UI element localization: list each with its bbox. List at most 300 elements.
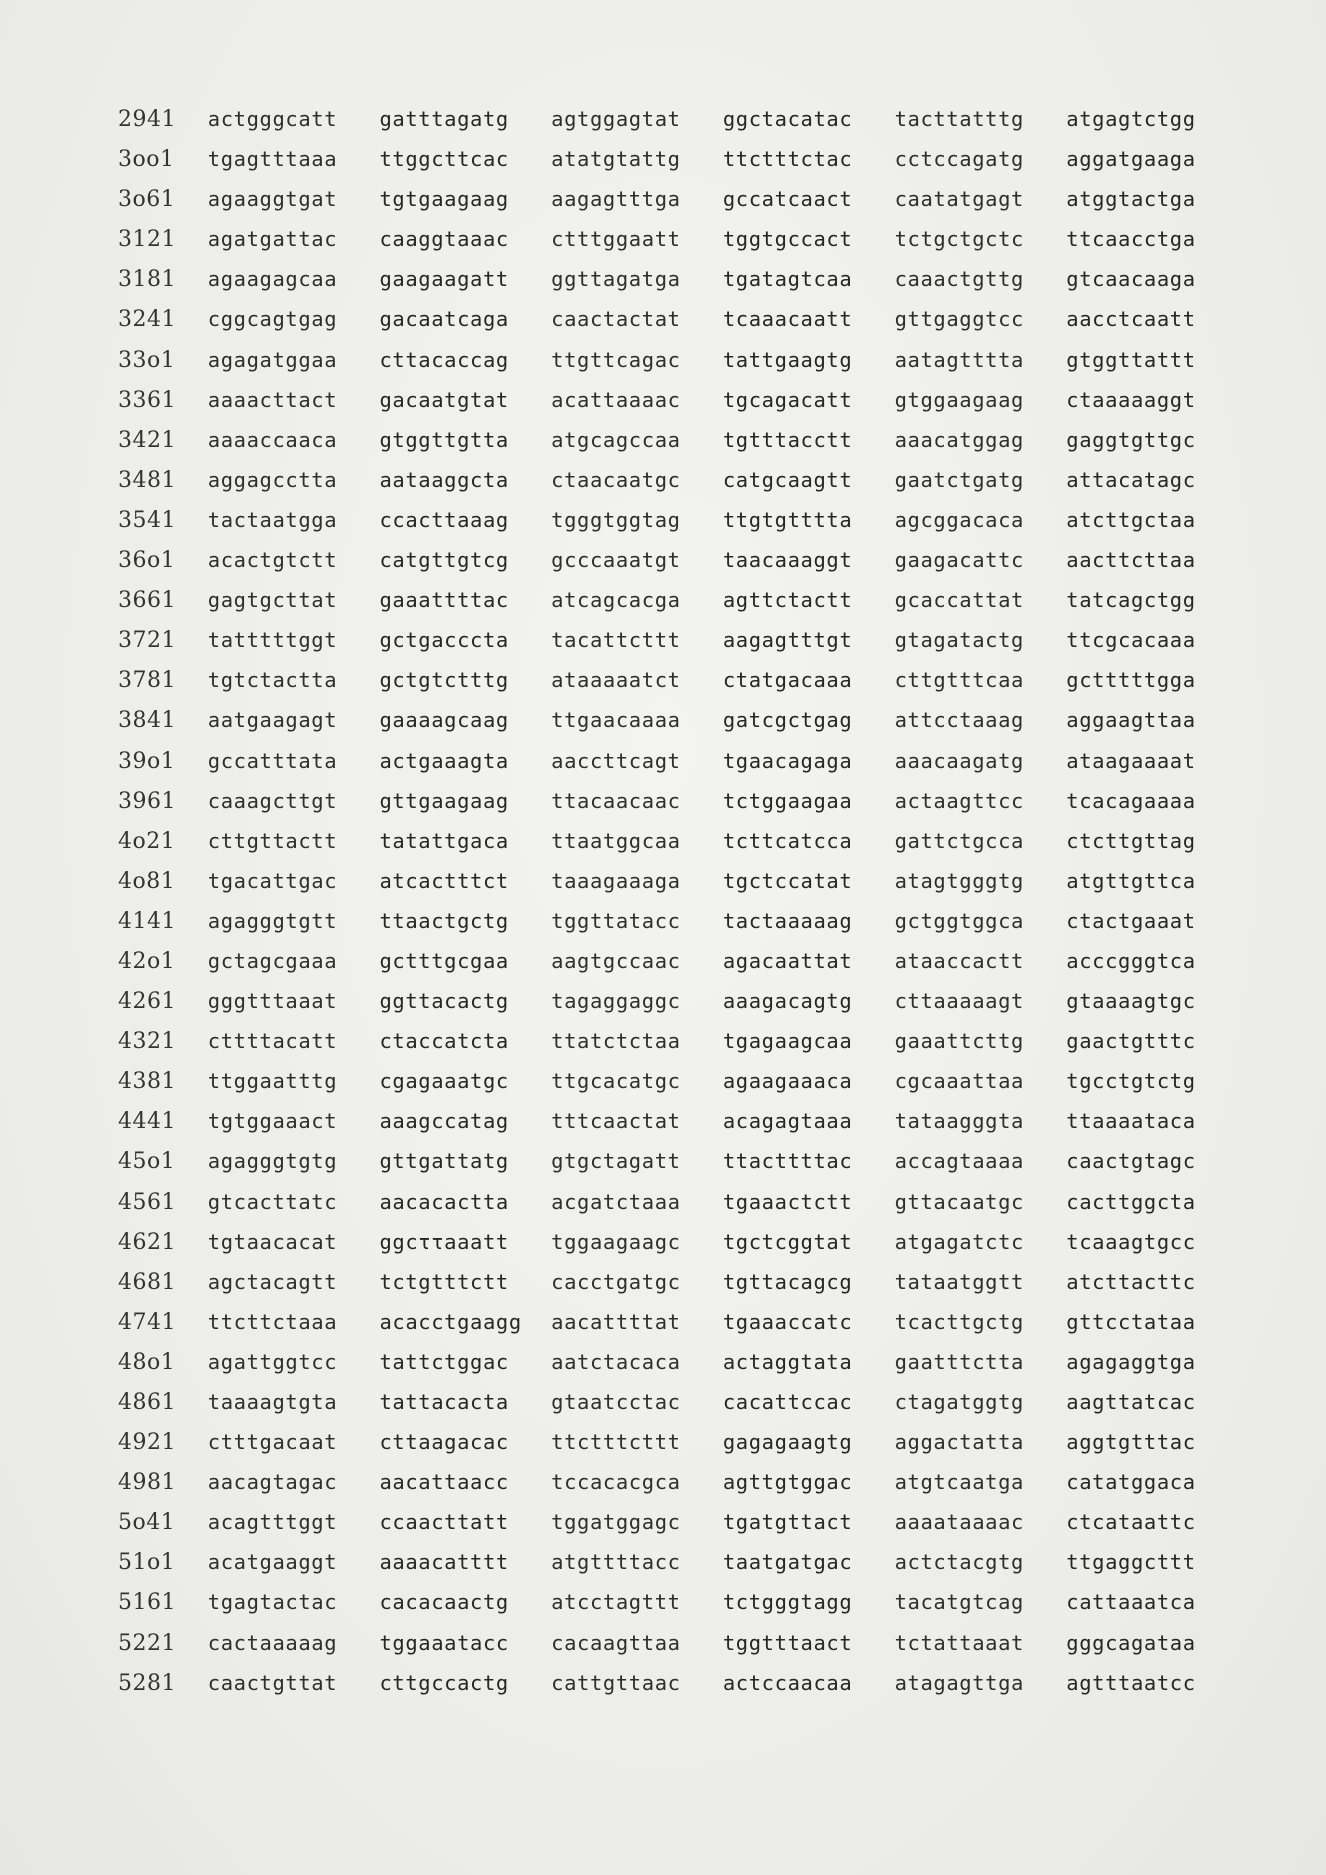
- sequence-chunk: atcttacttc: [1066, 1269, 1196, 1294]
- sequence-chunk: ctaacaatgc: [551, 467, 681, 492]
- position-number: 2941: [118, 107, 176, 132]
- sequence-chunk: aacattaacc: [379, 1470, 509, 1495]
- sequence-chunk: cacttggcta: [1066, 1189, 1196, 1214]
- sequence-chunk: atgttttacc: [551, 1550, 681, 1575]
- sequence-chunk: gaaaagcaag: [379, 708, 509, 733]
- sequence-chunk: ttcgcacaaa: [1066, 628, 1196, 653]
- sequence-chunk: gttgaggtcc: [894, 307, 1024, 332]
- sequence-chunk: tttcaactat: [551, 1109, 681, 1134]
- sequence-chunk: agaagagcaa: [207, 267, 338, 292]
- sequence-chunk: gctagcgaaa: [207, 948, 338, 973]
- sequence-table: [118, 107, 1238, 1711]
- sequence-chunk: aacttcttaa: [1066, 548, 1196, 573]
- sequence-chunk: gctggtggca: [894, 908, 1024, 933]
- sequence-chunk: tggatggagc: [551, 1510, 681, 1535]
- position-number: 3721: [118, 628, 176, 654]
- position-number: 33o1: [118, 347, 176, 373]
- sequence-chunk: aaaaccaaca: [207, 427, 338, 452]
- sequence-chunk: tgtgaagaag: [379, 187, 509, 212]
- sequence-chunk: gctttgcgaa: [379, 948, 509, 973]
- sequence-chunk: ttatctctaa: [551, 1029, 681, 1054]
- sequence-chunk: aatgaagagt: [207, 708, 338, 733]
- sequence-chunk: gaagacattc: [894, 548, 1024, 573]
- sequence-chunk: tacattcttt: [551, 628, 681, 653]
- sequence-chunk: agttgtggac: [722, 1470, 853, 1495]
- sequence-chunk: tactaaaaag: [722, 908, 853, 933]
- sequence-row: [118, 1230, 1238, 1270]
- sequence-chunk: actccaacaa: [722, 1670, 853, 1695]
- sequence-chunk: gtggaagaag: [894, 387, 1024, 412]
- sequence-chunk: aagagtttgt: [722, 628, 853, 653]
- sequence-chunk: cacctgatgc: [551, 1269, 681, 1294]
- sequence-chunk: acatgaaggt: [207, 1550, 338, 1575]
- sequence-chunk: tcaaacaatt: [722, 307, 853, 332]
- position-number: 42o1: [118, 948, 176, 974]
- sequence-chunk: atatgtattg: [551, 147, 681, 172]
- sequence-chunk: aggatgaaga: [1066, 147, 1196, 172]
- sequence-chunk: tgctccatat: [722, 868, 853, 893]
- sequence-chunk: gattctgcca: [894, 828, 1024, 853]
- sequence-chunk: ctactgaaat: [1066, 908, 1196, 933]
- sequence-chunk: ataagaaaat: [1066, 748, 1196, 773]
- sequence-chunk: gccatttata: [207, 748, 338, 773]
- sequence-chunk: ccaacttatt: [379, 1510, 509, 1535]
- sequence-row: [118, 227, 1238, 267]
- sequence-row: [118, 628, 1238, 668]
- sequence-chunk: atagagttga: [894, 1670, 1024, 1695]
- sequence-row: [118, 348, 1238, 388]
- sequence-chunk: actgaaagta: [379, 748, 509, 773]
- sequence-row: [118, 1430, 1238, 1470]
- sequence-row: [118, 1190, 1238, 1230]
- sequence-chunk: taatgatgac: [722, 1550, 853, 1575]
- sequence-chunk: cttaaaaagt: [894, 989, 1024, 1014]
- sequence-chunk: cgcaaattaa: [894, 1069, 1024, 1094]
- sequence-chunk: cttgccactg: [379, 1670, 509, 1695]
- sequence-row: [118, 1470, 1238, 1510]
- sequence-chunk: caaagcttgt: [207, 788, 338, 813]
- sequence-chunk: gggcagataa: [1066, 1630, 1196, 1655]
- sequence-row: [118, 1631, 1238, 1671]
- sequence-row: [118, 588, 1238, 628]
- sequence-row: [118, 989, 1238, 1029]
- sequence-chunk: agaagaaaca: [722, 1069, 853, 1094]
- sequence-chunk: accagtaaaa: [894, 1149, 1024, 1174]
- sequence-chunk: atcactttct: [379, 868, 509, 893]
- sequence-chunk: tccacacgca: [551, 1470, 681, 1495]
- sequence-chunk: tgatagtcaa: [722, 267, 853, 292]
- sequence-chunk: gaggtgttgc: [1066, 427, 1196, 452]
- sequence-chunk: caactgttat: [207, 1670, 338, 1695]
- sequence-chunk: aaacaagatg: [894, 748, 1024, 773]
- sequence-chunk: ctcttgttag: [1066, 828, 1196, 853]
- sequence-chunk: taaagaaaga: [551, 868, 681, 893]
- position-number: 51o1: [118, 1550, 176, 1576]
- sequence-chunk: aacagtagac: [207, 1470, 338, 1495]
- sequence-chunk: ctagatggtg: [894, 1390, 1024, 1414]
- position-number: 3661: [118, 588, 176, 614]
- sequence-chunk: tatattgaca: [379, 828, 509, 853]
- sequence-row: [118, 749, 1238, 789]
- sequence-chunk: ccacttaaag: [379, 507, 509, 532]
- sequence-chunk: tcacagaaaa: [1066, 788, 1196, 813]
- sequence-chunk: tgcctgtctg: [1066, 1069, 1196, 1094]
- sequence-chunk: tcacttgctg: [894, 1309, 1024, 1334]
- sequence-chunk: aagtgccaac: [551, 948, 681, 973]
- sequence-chunk: caaggtaaac: [379, 227, 509, 252]
- sequence-chunk: tggaagaagc: [551, 1229, 681, 1254]
- sequence-chunk: tattgaagtg: [722, 347, 853, 372]
- sequence-chunk: tgatgttact: [722, 1510, 853, 1535]
- sequence-row: [118, 267, 1238, 307]
- sequence-chunk: tcaaagtgcc: [1066, 1229, 1196, 1254]
- sequence-chunk: ggttagatga: [551, 267, 681, 292]
- sequence-chunk: tattacacta: [379, 1390, 509, 1414]
- sequence-chunk: gaatttctta: [894, 1349, 1024, 1374]
- sequence-row: [118, 1350, 1238, 1390]
- sequence-chunk: aaagccatag: [379, 1109, 509, 1134]
- sequence-chunk: atcttgctaa: [1066, 507, 1196, 532]
- sequence-chunk: ataaccactt: [894, 948, 1024, 973]
- sequence-chunk: agaaggtgat: [207, 187, 338, 212]
- sequence-chunk: gtaaaagtgc: [1066, 989, 1196, 1014]
- position-number: 3361: [118, 387, 176, 413]
- sequence-row: [118, 307, 1238, 347]
- sequence-chunk: cttgtttcaa: [894, 668, 1024, 693]
- sequence-chunk: acacctgaagg: [379, 1309, 522, 1334]
- sequence-chunk: tatttttggt: [207, 628, 338, 653]
- position-number: 3961: [118, 788, 176, 814]
- sequence-chunk: atcagcacga: [551, 588, 681, 613]
- sequence-chunk: actaagttcc: [894, 788, 1024, 813]
- sequence-chunk: atgtcaatga: [894, 1470, 1024, 1495]
- sequence-row: [118, 1671, 1238, 1711]
- position-number: 39o1: [118, 748, 176, 774]
- sequence-chunk: aggaagttaa: [1066, 708, 1196, 733]
- sequence-chunk: tctattaaat: [894, 1630, 1024, 1655]
- sequence-chunk: atgagtctgg: [1066, 107, 1196, 131]
- sequence-row: [118, 468, 1238, 508]
- sequence-chunk: gctgacccta: [379, 628, 509, 653]
- sequence-chunk: acagtttggt: [207, 1510, 338, 1535]
- sequence-chunk: acattaaaac: [551, 387, 681, 412]
- sequence-chunk: aagagtttga: [551, 187, 681, 212]
- sequence-row: [118, 1149, 1238, 1189]
- sequence-chunk: agagaggtga: [1066, 1349, 1196, 1374]
- position-number: 4381: [118, 1069, 176, 1095]
- sequence-row: [118, 869, 1238, 909]
- position-number: 48o1: [118, 1349, 176, 1375]
- sequence-chunk: aacattttat: [551, 1309, 681, 1334]
- sequence-chunk: atcctagttt: [551, 1590, 681, 1615]
- sequence-chunk: ctcataattc: [1066, 1510, 1196, 1535]
- sequence-chunk: tgcagacatt: [722, 387, 853, 412]
- sequence-chunk: ctaaaaaggt: [1066, 387, 1196, 412]
- sequence-chunk: tgttacagcg: [722, 1269, 853, 1294]
- sequence-chunk: ttctttctac: [722, 147, 853, 172]
- sequence-row: [118, 668, 1238, 708]
- sequence-chunk: cggcagtgag: [207, 307, 338, 332]
- sequence-chunk: tgaaaccatc: [722, 1309, 853, 1334]
- sequence-chunk: ttcaacctga: [1066, 227, 1196, 252]
- sequence-chunk: tcttcatcca: [722, 828, 853, 853]
- sequence-chunk: cacaagttaa: [551, 1630, 681, 1655]
- sequence-chunk: agttctactt: [722, 588, 853, 613]
- sequence-chunk: tggttatacc: [551, 908, 681, 933]
- sequence-chunk: actctacgtg: [894, 1550, 1024, 1575]
- sequence-chunk: tctgggtagg: [722, 1590, 853, 1615]
- sequence-chunk: ttggcttcac: [379, 147, 509, 172]
- position-number: 3841: [118, 708, 176, 734]
- sequence-chunk: tataagggta: [894, 1109, 1024, 1134]
- sequence-chunk: tgtctactta: [207, 668, 338, 693]
- position-number: 4861: [118, 1390, 176, 1415]
- sequence-chunk: aaaataaaac: [894, 1510, 1024, 1535]
- sequence-row: [118, 789, 1238, 829]
- sequence-row: [118, 708, 1238, 748]
- sequence-chunk: ataaaaatct: [551, 668, 681, 693]
- sequence-chunk: ctttggaatt: [551, 227, 681, 252]
- sequence-chunk: gtagatactg: [894, 628, 1024, 653]
- sequence-row: [118, 949, 1238, 989]
- sequence-chunk: acactgtctt: [207, 548, 338, 573]
- position-number: 5o41: [118, 1510, 176, 1536]
- sequence-chunk: gatttagatg: [379, 107, 509, 131]
- sequence-chunk: ttgaggcttt: [1066, 1550, 1196, 1575]
- sequence-row: [118, 1590, 1238, 1630]
- sequence-chunk: ttggaatttg: [207, 1069, 338, 1094]
- sequence-chunk: agtggagtat: [551, 107, 681, 131]
- sequence-chunk: atgttgttca: [1066, 868, 1196, 893]
- position-number: 4o21: [118, 828, 176, 854]
- sequence-row: [118, 147, 1238, 187]
- sequence-chunk: atagtgggtg: [894, 868, 1024, 893]
- sequence-chunk: aggtgtttac: [1066, 1430, 1196, 1455]
- sequence-chunk: catgcaagtt: [722, 467, 853, 492]
- sequence-chunk: tctgctgctc: [894, 227, 1024, 252]
- sequence-chunk: tgaaactctt: [722, 1189, 853, 1214]
- position-number: 36o1: [118, 548, 176, 574]
- sequence-chunk: gaagaagatt: [379, 267, 509, 292]
- position-number: 3241: [118, 307, 176, 333]
- sequence-chunk: gaaattcttg: [894, 1029, 1024, 1054]
- sequence-chunk: aaagacagtg: [722, 989, 853, 1014]
- position-number: 5221: [118, 1630, 176, 1656]
- sequence-chunk: ctatgacaaa: [722, 668, 853, 693]
- position-number: 4141: [118, 908, 176, 934]
- sequence-chunk: tgtggaaact: [207, 1109, 338, 1134]
- position-number: 4741: [118, 1309, 176, 1335]
- sequence-chunk: gccatcaact: [722, 187, 853, 212]
- sequence-chunk: tgagaagcaa: [722, 1029, 853, 1054]
- sequence-chunk: attcctaaag: [894, 708, 1024, 733]
- sequence-row: [118, 388, 1238, 428]
- sequence-row: [118, 829, 1238, 869]
- sequence-chunk: taacaaaggt: [722, 548, 853, 573]
- sequence-chunk: tgagtactac: [207, 1590, 338, 1615]
- sequence-chunk: caaactgttg: [894, 267, 1024, 292]
- sequence-chunk: gttcctataa: [1066, 1309, 1196, 1334]
- sequence-row: [118, 548, 1238, 588]
- sequence-row: [118, 1069, 1238, 1109]
- sequence-chunk: aaccttcagt: [551, 748, 681, 773]
- sequence-chunk: tgacattgac: [207, 868, 338, 893]
- position-number: 4921: [118, 1430, 176, 1456]
- sequence-row: [118, 1310, 1238, 1350]
- sequence-chunk: aggactatta: [894, 1430, 1024, 1455]
- sequence-chunk: gcccaaatgt: [551, 548, 681, 573]
- sequence-chunk: ttgcacatgc: [551, 1069, 681, 1094]
- sequence-chunk: ttacttttac: [722, 1149, 853, 1174]
- sequence-row: [118, 1550, 1238, 1590]
- sequence-chunk: tgctcggtat: [722, 1229, 853, 1254]
- sequence-chunk: agcggacaca: [894, 507, 1024, 532]
- sequence-chunk: tgggtggtag: [551, 507, 681, 532]
- position-number: 3781: [118, 668, 176, 694]
- sequence-chunk: gctttttgga: [1066, 668, 1196, 693]
- position-number: 4321: [118, 1029, 176, 1055]
- sequence-chunk: gctgtctttg: [379, 668, 509, 693]
- sequence-chunk: gttacaatgc: [894, 1189, 1024, 1214]
- sequence-chunk: acgatctaaa: [551, 1189, 681, 1214]
- sequence-chunk: cctccagatg: [894, 147, 1024, 172]
- sequence-chunk: tctggaagaa: [722, 788, 853, 813]
- sequence-chunk: tggaaatacc: [379, 1630, 509, 1655]
- sequence-chunk: gtgctagatt: [551, 1149, 681, 1174]
- sequence-chunk: tacatgtcag: [894, 1590, 1024, 1615]
- sequence-row: [118, 508, 1238, 548]
- sequence-chunk: atgcagccaa: [551, 427, 681, 452]
- sequence-chunk: ggttacactg: [379, 989, 509, 1014]
- sequence-chunk: tattctggac: [379, 1349, 509, 1374]
- sequence-row: [118, 187, 1238, 227]
- sequence-chunk: agatgattac: [207, 227, 338, 252]
- sequence-chunk: agctacagtt: [207, 1269, 338, 1294]
- sequence-chunk: cacattccac: [722, 1390, 853, 1414]
- sequence-chunk: ttaactgctg: [379, 908, 509, 933]
- sequence-row: [118, 909, 1238, 949]
- sequence-chunk: cttttacatt: [207, 1029, 338, 1054]
- sequence-chunk: gaatctgatg: [894, 467, 1024, 492]
- sequence-chunk: agagggtgtt: [207, 908, 338, 933]
- sequence-chunk: ttgtgtttta: [722, 507, 853, 532]
- sequence-chunk: aaacatggag: [894, 427, 1024, 452]
- sequence-chunk: gcaccattat: [894, 588, 1024, 613]
- sequence-chunk: gatcgctgag: [722, 708, 853, 733]
- sequence-chunk: catatggaca: [1066, 1470, 1196, 1495]
- sequence-chunk: agtttaatcc: [1066, 1670, 1196, 1695]
- sequence-chunk: aataaggcta: [379, 467, 509, 492]
- position-number: 4561: [118, 1189, 176, 1215]
- sequence-chunk: ctttgacaat: [207, 1430, 338, 1455]
- sequence-chunk: ttaatggcaa: [551, 828, 681, 853]
- position-number: 4681: [118, 1269, 176, 1295]
- sequence-chunk: cattgttaac: [551, 1670, 681, 1695]
- sequence-chunk: gacaatgtat: [379, 387, 509, 412]
- sequence-chunk: aaaacttact: [207, 387, 338, 412]
- sequence-chunk: agattggtcc: [207, 1349, 338, 1374]
- sequence-row: [118, 1390, 1238, 1430]
- sequence-chunk: aaaacatttt: [379, 1550, 509, 1575]
- sequence-chunk: acagagtaaa: [722, 1109, 853, 1134]
- sequence-chunk: ttgaacaaaa: [551, 708, 681, 733]
- sequence-chunk: actgggcatt: [207, 107, 338, 131]
- sequence-chunk: tgtaacacat: [207, 1229, 338, 1254]
- sequence-chunk: ttaaaataca: [1066, 1109, 1196, 1134]
- sequence-chunk: aggagcctta: [207, 467, 338, 492]
- sequence-chunk: gagtgcttat: [207, 588, 338, 613]
- sequence-chunk: tacttatttg: [894, 107, 1024, 131]
- sequence-chunk: tgagtttaaa: [207, 147, 338, 172]
- sequence-row: [118, 107, 1238, 147]
- sequence-chunk: gggtttaaat: [207, 989, 338, 1014]
- sequence-chunk: cttgttactt: [207, 828, 338, 853]
- position-number: 4o81: [118, 868, 176, 894]
- position-number: 5161: [118, 1590, 176, 1616]
- sequence-chunk: caatatgagt: [894, 187, 1024, 212]
- position-number: 3oo1: [118, 147, 175, 173]
- sequence-chunk: cgagaaatgc: [379, 1069, 509, 1094]
- sequence-chunk: agacaattat: [722, 948, 853, 973]
- sequence-chunk: tggtttaact: [722, 1630, 853, 1655]
- sequence-chunk: ttacaacaac: [551, 788, 681, 813]
- sequence-chunk: aagttatcac: [1066, 1390, 1196, 1414]
- sequence-chunk: ggcττaaatt: [379, 1229, 509, 1254]
- sequence-chunk: cattaaatca: [1066, 1590, 1196, 1615]
- position-number: 3o61: [118, 187, 176, 213]
- position-number: 4441: [118, 1109, 176, 1135]
- sequence-chunk: atggtactga: [1066, 187, 1196, 212]
- sequence-chunk: gagagaagtg: [722, 1430, 853, 1455]
- sequence-row: [118, 1109, 1238, 1149]
- sequence-chunk: atgagatctc: [894, 1229, 1024, 1254]
- position-number: 5281: [118, 1670, 176, 1696]
- sequence-chunk: tatcagctgg: [1066, 588, 1196, 613]
- sequence-chunk: cactaaaaag: [207, 1630, 338, 1655]
- sequence-row: [118, 428, 1238, 468]
- sequence-chunk: gtggttgtta: [379, 427, 509, 452]
- sequence-chunk: gaaattttac: [379, 588, 509, 613]
- sequence-chunk: tagaggaggc: [551, 989, 681, 1014]
- sequence-chunk: gtggttattt: [1066, 347, 1196, 372]
- sequence-chunk: cacacaactg: [379, 1590, 509, 1615]
- position-number: 3421: [118, 427, 176, 453]
- sequence-chunk: gttgaagaag: [379, 788, 509, 813]
- sequence-chunk: ttctttcttt: [551, 1430, 681, 1455]
- sequence-chunk: tgtttacctt: [722, 427, 853, 452]
- sequence-chunk: tctgtttctt: [379, 1269, 509, 1294]
- sequence-chunk: gtcaacaaga: [1066, 267, 1196, 292]
- sequence-chunk: catgttgtcg: [379, 548, 509, 573]
- sequence-chunk: attacatagc: [1066, 467, 1196, 492]
- sequence-chunk: aatagtttta: [894, 347, 1024, 372]
- sequence-chunk: gacaatcaga: [379, 307, 509, 332]
- sequence-chunk: caactgtagc: [1066, 1149, 1196, 1174]
- sequence-chunk: tactaatgga: [207, 507, 338, 532]
- sequence-row: [118, 1029, 1238, 1069]
- sequence-chunk: gtaatcctac: [551, 1390, 681, 1414]
- sequence-chunk: aacacactta: [379, 1189, 509, 1214]
- sequence-row: [118, 1510, 1238, 1550]
- sequence-chunk: tataatggtt: [894, 1269, 1024, 1294]
- sequence-chunk: aacctcaatt: [1066, 307, 1196, 332]
- sequence-chunk: ggctacatac: [722, 107, 853, 131]
- sequence-chunk: ttgttcagac: [551, 347, 681, 372]
- sequence-chunk: gaactgtttc: [1066, 1029, 1196, 1054]
- sequence-chunk: aatctacaca: [551, 1349, 681, 1374]
- sequence-chunk: cttacaccag: [379, 347, 509, 372]
- sequence-chunk: agagatggaa: [207, 347, 338, 372]
